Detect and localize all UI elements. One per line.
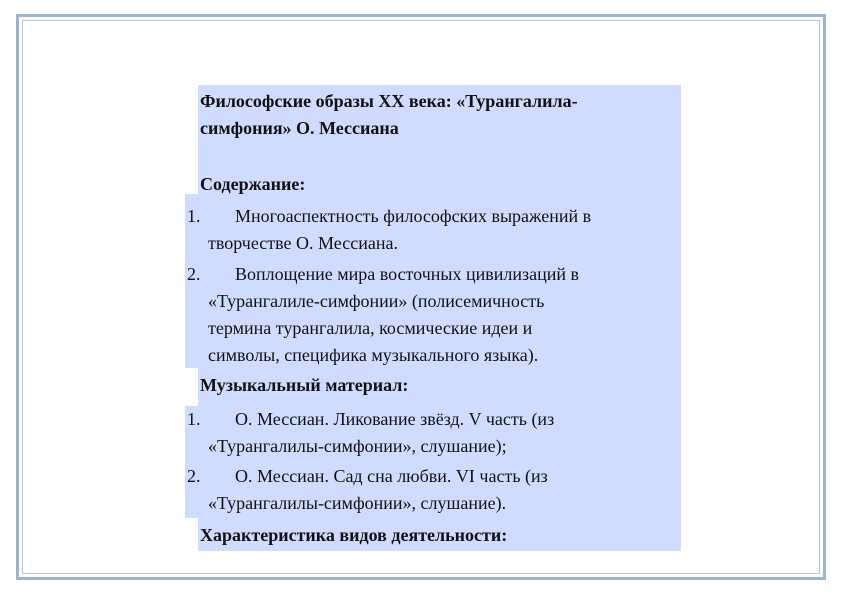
music-item-1-line2: «Турангалилы-симфонии», слушание); (208, 436, 507, 456)
music-item-2-line1: О. Мессиан. Сад сна любви. VI часть (из (235, 466, 548, 486)
music-item-2-number: 2. (187, 466, 201, 486)
music-item-2-line2: «Турангалилы-симфонии», слушание). (208, 493, 507, 513)
content-item-2-line1: Воплощение мира восточных цивилизаций в (235, 264, 580, 284)
content-item-1-line1: Многоаспектность философских выражений в (235, 206, 592, 226)
content-item-2 (208, 261, 579, 369)
content-item-2-number: 2. (187, 264, 201, 284)
content-item-2-line4: символы, специфика музыкального языка). (208, 345, 539, 365)
music-item-2 (208, 463, 548, 517)
music-heading: Музыкальный материал: (200, 375, 409, 395)
content-item-1-number: 1. (187, 206, 201, 226)
page-title (200, 88, 578, 142)
music-item-1-number: 1. (187, 409, 201, 429)
activities-heading: Характеристика видов деятельности: (200, 525, 508, 545)
music-item-1 (208, 406, 554, 460)
music-item-1-line1: О. Мессиан. Ликование звёзд. V часть (из (235, 409, 555, 429)
content-heading: Содержание: (200, 174, 306, 194)
page-title-line2: симфония» О. Мессиана (200, 118, 399, 138)
content-item-1-line2: творчестве О. Мессиана. (208, 233, 398, 253)
content-item-2-line3: термина турангалила, космические идеи и (208, 318, 533, 338)
content-item-1 (208, 203, 591, 257)
page-title-line1: Философские образы XX века: «Турангалила- (200, 91, 578, 111)
content-item-2-line2: «Турангалиле-симфонии» (полисемичность (208, 291, 545, 311)
